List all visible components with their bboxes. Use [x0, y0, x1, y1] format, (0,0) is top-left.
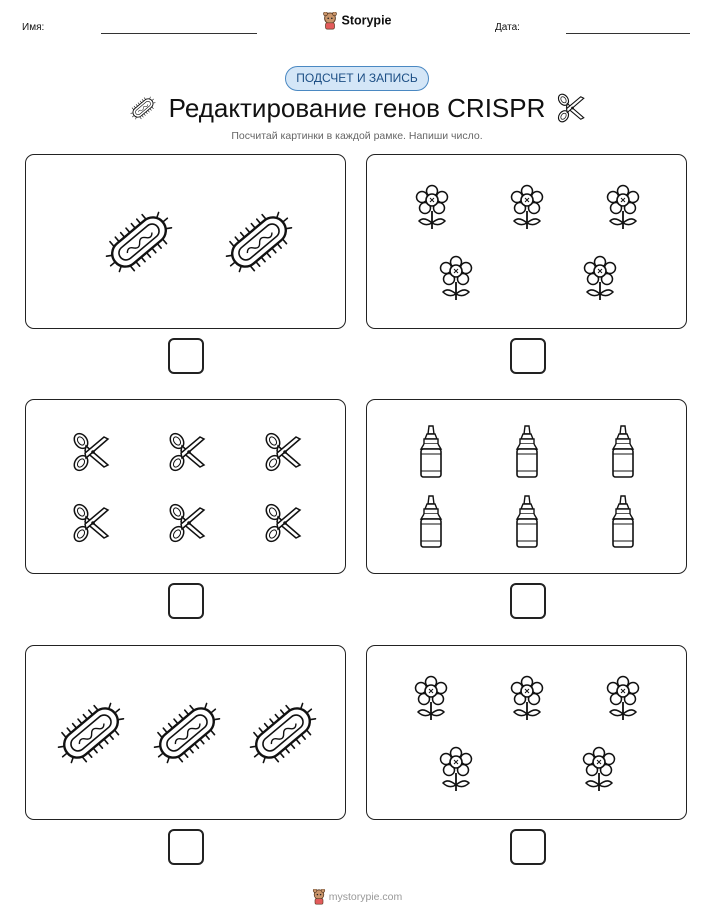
flower-icon	[608, 677, 639, 721]
panel-6-pictures	[367, 646, 688, 821]
answer-box-6[interactable]	[510, 829, 546, 865]
answer-box-1[interactable]	[168, 338, 204, 374]
scissors-icon	[71, 431, 108, 473]
scissors-icon	[556, 93, 586, 123]
scissors-icon	[263, 502, 300, 544]
instructions: Посчитай картинки в каждой рамке. Напиши число.	[231, 130, 483, 142]
count-panel-5	[25, 645, 346, 820]
scissors-icon	[263, 431, 300, 473]
answer-box-3[interactable]	[168, 583, 204, 619]
bottle-icon	[517, 426, 537, 477]
count-panel-1	[25, 154, 346, 329]
panel-5-pictures	[26, 646, 347, 821]
panel-4-pictures	[367, 400, 688, 575]
flower-icon	[512, 677, 543, 721]
activity-badge: ПОДСЧЕТ И ЗАПИСЬ	[285, 66, 429, 91]
answer-box-4[interactable]	[510, 583, 546, 619]
bottle-icon	[421, 426, 441, 477]
flower-icon	[417, 186, 448, 230]
count-panel-4	[366, 399, 687, 574]
answer-box-5[interactable]	[168, 829, 204, 865]
bacteria-icon	[128, 93, 158, 123]
brand-name: Storypie	[341, 13, 392, 28]
bottle-icon	[613, 496, 633, 547]
date-input-line[interactable]	[566, 33, 690, 34]
mascot-icon	[312, 889, 326, 905]
panel-2-pictures	[367, 155, 688, 330]
count-panel-6	[366, 645, 687, 820]
bacteria-icon	[98, 204, 179, 281]
bottle-icon	[613, 426, 633, 477]
flower-icon	[441, 257, 472, 301]
answer-box-2[interactable]	[510, 338, 546, 374]
flower-icon	[441, 748, 472, 792]
bottle-icon	[517, 496, 537, 547]
flower-icon	[585, 257, 616, 301]
flower-icon	[608, 186, 639, 230]
flower-icon	[416, 677, 447, 721]
footer-url: mystorypie.com	[328, 890, 403, 903]
panel-1-pictures	[26, 155, 347, 330]
scissors-icon	[167, 431, 204, 473]
bottle-icon	[421, 496, 441, 547]
flower-icon	[584, 748, 615, 792]
count-panel-3	[25, 399, 346, 574]
panel-3-pictures	[26, 400, 347, 575]
page-title: Редактирование генов CRISPR	[168, 93, 546, 123]
date-label: Дата:	[495, 22, 520, 33]
bacteria-icon	[218, 204, 299, 281]
scissors-icon	[167, 502, 204, 544]
bacteria-icon	[242, 695, 323, 772]
name-label: Имя:	[22, 22, 45, 33]
bacteria-icon	[146, 695, 227, 772]
footer	[0, 889, 714, 905]
brand-logo	[0, 12, 714, 30]
title-row	[0, 93, 714, 124]
mascot-icon	[322, 12, 338, 30]
scissors-icon	[71, 502, 108, 544]
count-panel-2	[366, 154, 687, 329]
bacteria-icon	[50, 695, 131, 772]
flower-icon	[512, 186, 543, 230]
name-input-line[interactable]	[101, 33, 257, 34]
